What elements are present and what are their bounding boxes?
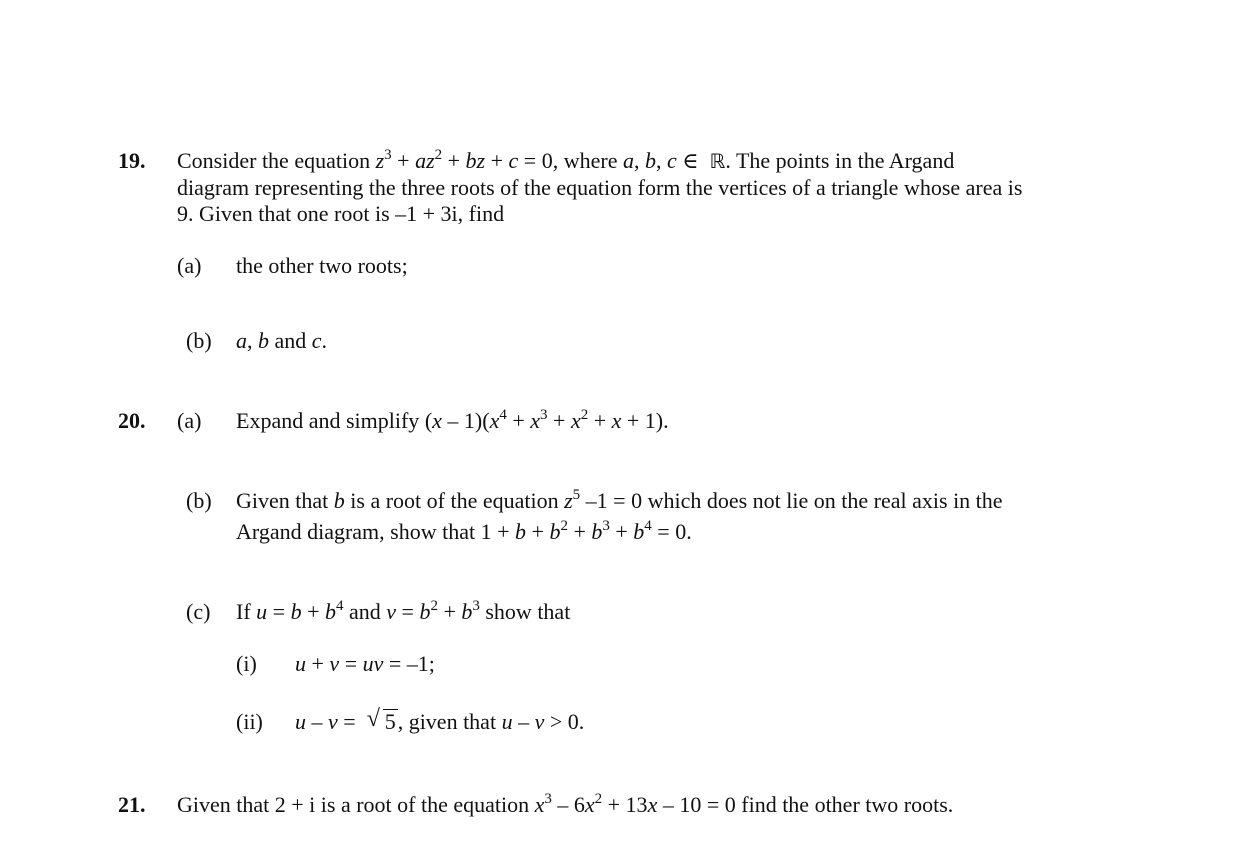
q19-line-3: 9. Given that one root is –1 + 3i, find (177, 201, 505, 226)
q21-ending: find the other two roots. (741, 792, 954, 817)
q20c-show-that: show that (485, 599, 571, 624)
q19-line1-intro: Consider the equation (177, 148, 371, 173)
q21-text (177, 792, 953, 818)
q19-line1-where: , where (552, 148, 618, 173)
question-number-20: 20. (118, 408, 146, 433)
q20cii-given: , given that (397, 709, 497, 734)
q20ci-text: u + v = uv = –1; (295, 651, 435, 676)
question-number-19: 19. (118, 148, 146, 173)
q21-equation: $x^3 - 6x^2 + 13x - 10 = 0$ (534, 791, 736, 817)
q20a-expression: $(x - 1)(x^4 + x^3 + x^2 + x + 1)$. (424, 407, 669, 433)
q19b-text: a, b and c. (236, 328, 328, 353)
q19-line1-end: . The points in the Argand (725, 148, 955, 173)
square-root-5: √ 5 (366, 706, 396, 734)
q20b-line-2 (236, 519, 692, 545)
q20c-text (236, 599, 570, 625)
q20b-intro: Given that (236, 488, 329, 513)
question-number-21: 21. (118, 792, 146, 817)
q19b-and: and (274, 328, 307, 353)
q20c-v-def: $v = b^2 + b^3$ (386, 598, 480, 624)
q21-intro: Given that 2 + i is a root of the equation (177, 792, 530, 817)
q20c-label: (c) (186, 599, 211, 624)
q20b-condition: which does not lie on the real axis in the (647, 488, 1003, 513)
q19a-text: the other two roots; (236, 253, 408, 278)
q20b-identity: $1 + b + b^2 + b^3 + b^4 = 0$. (480, 518, 692, 544)
q20c-and: and (349, 599, 381, 624)
q19a-label: (a) (177, 253, 202, 278)
q20cii-text: u – v = √ 5, given that u – v > 0. (295, 706, 585, 734)
q20b-show-that: Argand diagram, show that (236, 519, 476, 544)
q20cii-label: (ii) (236, 709, 263, 734)
q19-line-1 (177, 148, 954, 174)
q20c-u-def: $u = b + b^4$ (256, 598, 344, 624)
q19-cubic-equation: $z^3 + az^2$ + bz + c = 0 (375, 147, 553, 173)
q20a-text (236, 408, 669, 434)
q20a-label: (a) (177, 408, 202, 433)
q19-line-2: diagram representing the three roots of the equation form the vertices of a triangle whose area is (177, 175, 1023, 200)
q20a-intro: Expand and simplify (236, 408, 420, 433)
q20b-label: (b) (186, 488, 212, 513)
q19-coefficients-real: a, b, c ∈ ℝ (622, 148, 726, 173)
q20c-if: If (236, 599, 251, 624)
q19b-label: (b) (186, 328, 212, 353)
q20b-equation: $z^5$ –1 = 0 (564, 487, 643, 513)
q20b-root-of: is a root of the equation (350, 488, 559, 513)
q20b-line-1: Given that b is a root of the equation $z^5$ –1 = 0 which does not lie on the real axis in the (236, 487, 1003, 513)
q20ci-label: (i) (236, 651, 257, 676)
